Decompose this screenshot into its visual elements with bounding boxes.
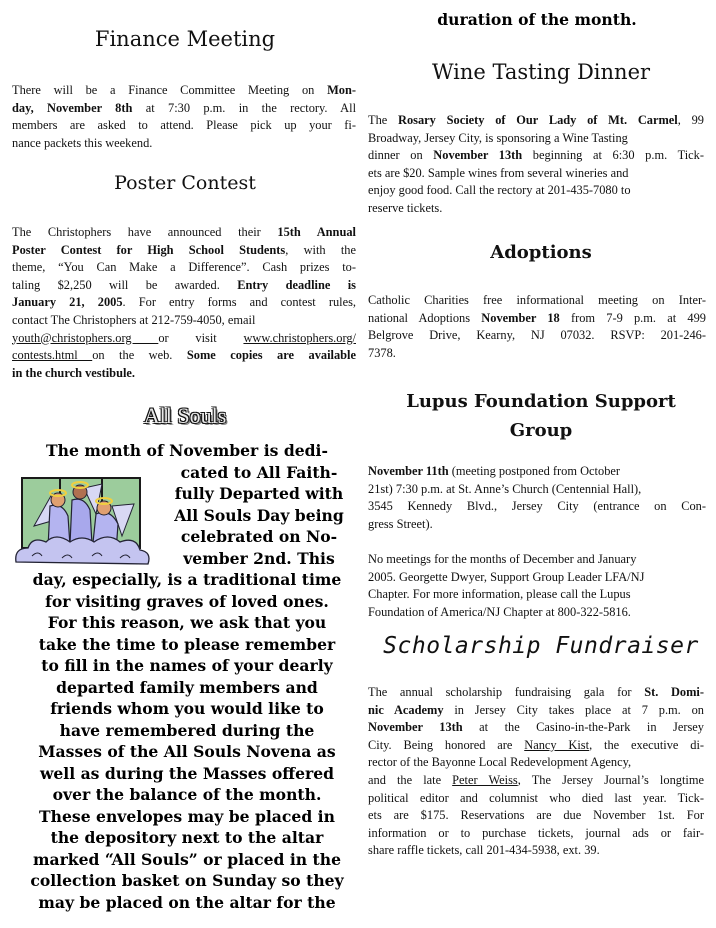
text-line: contact The Christophers at 212-759-4050, email	[12, 312, 256, 327]
text-line: The Christophers have announced their 15th Annual	[12, 225, 356, 239]
text-line: nance packets this weekend.	[12, 135, 153, 150]
wrapped-lines	[156, 462, 362, 570]
lupus-heading-line1: Lupus Foundation Support	[406, 391, 676, 412]
text-line: vember 2nd. This	[183, 548, 335, 568]
text-line: No meetings for the months of December and January	[368, 551, 637, 566]
website-link-continued[interactable]: contests.html	[12, 348, 93, 363]
text-line: theme, “You Can Make a Difference”. Cash prizes to-	[12, 260, 356, 275]
text-line: in the church vestibule.	[12, 365, 135, 380]
text-line: political editor and columnist who died last year. Tick-	[368, 790, 704, 805]
text-line: dinner on November 13th beginning at 6:30 p.m. Tick-	[368, 148, 704, 163]
all-souls-body	[12, 440, 362, 913]
all-souls-continued: duration of the month.	[437, 10, 637, 29]
text-line: friends whom you would like to	[50, 699, 324, 718]
text-line: fully Departed with	[174, 484, 344, 503]
text-line: marked “All Souls” or placed in the	[32, 849, 342, 869]
adoptions-body	[368, 292, 706, 362]
finance-meeting-heading: Finance Meeting	[94, 27, 276, 51]
poster-contest-heading: Poster Contest	[114, 172, 256, 194]
angels-clipart-image	[12, 466, 154, 570]
text-line: youth@christophers.org or visit www.christophers.org/	[12, 330, 356, 345]
text-line: Foundation of America/NJ Chapter at 800-322-5816.	[368, 604, 631, 619]
text-line: November 11th (meeting postponed from October	[368, 464, 621, 478]
poster-contest-body	[12, 224, 356, 382]
all-souls-heading: All Souls	[143, 403, 227, 428]
text-line: There will be a Finance Committee Meeting on Mon-	[12, 83, 356, 97]
text-line: These envelopes may be placed in	[39, 806, 335, 826]
honoree-name-link: Nancy Kist	[524, 737, 590, 752]
text-line: All Souls Day being	[174, 505, 344, 525]
text-line: 7378.	[368, 345, 396, 360]
text-line: for visiting graves of loved ones.	[45, 591, 329, 611]
text-line: January 21, 2005. For entry forms and contest rules,	[12, 295, 357, 310]
clipart-slot	[12, 462, 156, 569]
text-line: gress Street).	[368, 516, 433, 531]
text-line: the depository next to the altar	[50, 828, 324, 847]
lupus-heading-line2: Group	[509, 420, 573, 441]
wrap-block	[12, 462, 362, 570]
text-line: November 13th at the Casino-in-the-Park in Jersey	[368, 720, 704, 735]
text-line: 2005. Georgette Dwyer, Support Group Leader LFA/NJ	[368, 569, 645, 584]
text-line: and the late Peter Weiss, The Jersey Journal’s longtime	[368, 772, 704, 787]
text-line: nic Academy in Jersey City takes place at 7 p.m. on	[368, 702, 704, 717]
text-line: ets are $20. Sample wines from several wineries and	[368, 165, 629, 180]
text-line: departed family members and	[56, 677, 318, 697]
text-line: members are asked to attend. Please pick up your fi-	[12, 118, 356, 133]
text-line: The Rosary Society of Our Lady of Mt. Carmel, 99	[368, 113, 704, 127]
finance-meeting-body	[12, 82, 356, 152]
text-line: City. Being honored are Nancy Kist, the executive di-	[368, 737, 705, 752]
text-line: taling $2,250 will be awarded. Entry deadline is	[12, 277, 356, 292]
text-line: Chapter. For more information, please call the Lupus	[368, 587, 631, 602]
text-line: For this reason, we ask that you	[47, 613, 327, 632]
text-line: reserve tickets.	[368, 200, 443, 215]
text-line: Belgrove Drive, Kearny, NJ 07032. RSVP: 201-246-	[368, 328, 706, 343]
wine-tasting-heading: Wine Tasting Dinner	[431, 60, 651, 84]
text-line: well as during the Masses offered	[39, 763, 335, 783]
text-line: enjoy good food. Call the rectory at 201-435-7080 to	[368, 183, 631, 198]
lupus-heading	[368, 387, 714, 445]
scholarship-heading: Scholarship Fundraiser	[383, 633, 699, 659]
text-line: national Adoptions November 18 from 7-9 p.m. at 499	[368, 310, 706, 325]
text-line: collection basket on Sunday so they	[30, 871, 344, 890]
text-line: day, November 8th at 7:30 p.m. in the rectory. All	[12, 100, 357, 115]
text-line: 3545 Kennedy Blvd., Jersey City (entrance on Con-	[368, 499, 706, 514]
text-line: have remembered during the	[59, 720, 315, 740]
text-line: The month of November is dedi-	[46, 441, 328, 460]
spacer	[368, 533, 706, 551]
text-line: contests.html on the web. Some copies are available	[12, 348, 356, 363]
text-line: over the balance of the month.	[52, 785, 322, 804]
text-line: to fill in the names of your dearly	[41, 656, 333, 675]
text-line: Broadway, Jersey City, is sponsoring a Wine Tasting	[368, 130, 628, 145]
text-line: rector of the Bayonne Local Redevelopment Agency,	[368, 755, 632, 770]
wine-tasting-body	[368, 112, 704, 218]
website-link[interactable]: www.christophers.org/	[243, 330, 356, 345]
text-line: information or to purchase tickets, journal ads or fair-	[368, 825, 704, 840]
text-line: take the time to please remember	[38, 634, 336, 654]
text-line: Masses of the All Souls Novena as	[38, 742, 336, 761]
email-link[interactable]: youth@christophers.org	[12, 330, 159, 345]
text-line: day, especially, is a traditional time	[32, 570, 342, 589]
text-line: The annual scholarship fundraising gala for St. Domi-	[368, 685, 704, 699]
text-line: 21st) 7:30 p.m. at St. Anne’s Church (Centennial Hall),	[368, 481, 642, 496]
text-line: ets are $175. Reservations are due November 1st. For	[368, 808, 704, 823]
lupus-body	[368, 463, 706, 621]
text-line: celebrated on No-	[180, 527, 338, 546]
text-line: may be placed on the altar for the	[38, 892, 336, 912]
text-line: Poster Contest for High School Students, with the	[12, 242, 356, 257]
honoree-name-link: Peter Weiss	[452, 772, 518, 787]
text-line: cated to All Faith-	[180, 462, 338, 482]
scholarship-body	[368, 684, 704, 860]
text-line: Catholic Charities free informational meeting on Inter-	[368, 293, 706, 307]
text-line: share raffle tickets, call 201-434-5938, ext. 39.	[368, 843, 600, 858]
adoptions-heading: Adoptions	[490, 242, 592, 263]
